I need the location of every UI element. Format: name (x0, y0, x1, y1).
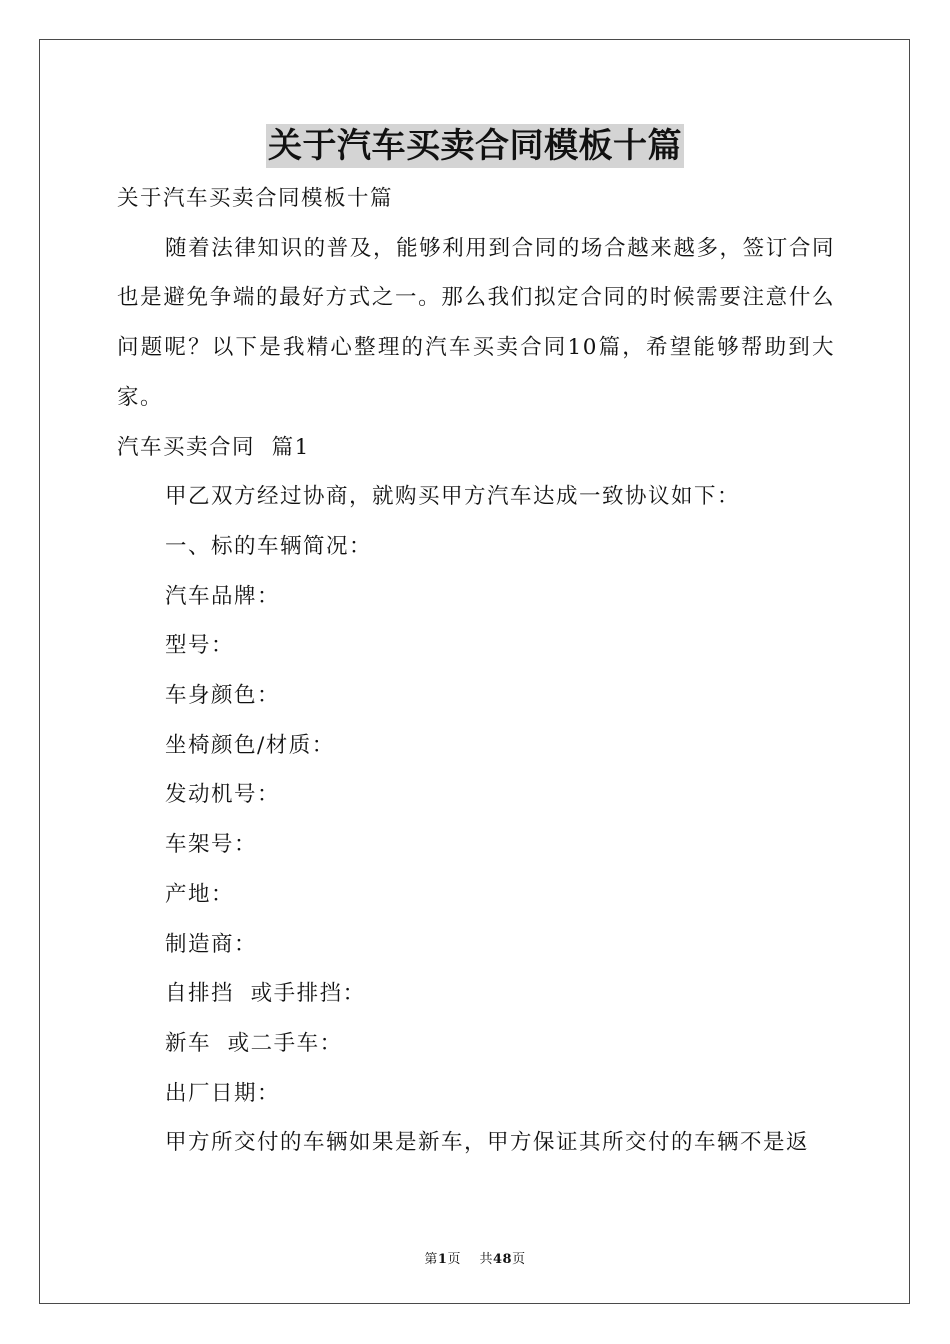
footer-total-suffix: 页 (512, 1252, 526, 1267)
body-line: 型号： (165, 633, 235, 659)
footer-page-suffix: 页 (447, 1252, 461, 1267)
body-line: 自排挡 或手排挡： (165, 981, 366, 1007)
body-line: 一、标的车辆简况： (165, 533, 373, 559)
document-title-container (0, 124, 950, 172)
body-line-continued: 甲方所交付的车辆如果是新车，甲方保证其所交付的车辆不是返 (165, 1130, 810, 1156)
body-line: 甲乙双方经过协商，就购买甲方汽车达成一致协议如下： (165, 484, 741, 510)
page-footer (0, 1248, 950, 1267)
intro-paragraph: 随着法律知识的普及，能够利用到合同的场合越来越多，签订合同也是避免争端的最好方式之一。那么我们拟定合同的时候需要注意什么问题呢？以下是我精心整理的汽车买卖合同10篇，希望能够帮助到大家。 (117, 235, 835, 410)
body-line: 出厂日期： (165, 1080, 281, 1106)
body-line: 汽车品牌： (165, 583, 281, 609)
footer-total-prefix: 共 (479, 1252, 493, 1267)
footer-page-number: 1 (437, 1252, 448, 1267)
body-line: 车架号： (165, 832, 258, 858)
body-line: 坐椅颜色/材质： (165, 732, 335, 758)
document-body (117, 174, 835, 1168)
body-line: 新车 或二手车： (165, 1030, 343, 1056)
document-subtitle: 关于汽车买卖合同模板十篇 (117, 186, 394, 211)
body-line: 发动机号： (165, 782, 281, 808)
body-line: 产地： (165, 881, 235, 907)
section-heading: 汽车买卖合同 篇1 (117, 434, 310, 460)
footer-total-pages: 48 (493, 1252, 513, 1267)
document-title: 关于汽车买卖合同模板十篇 (268, 126, 682, 166)
body-line: 制造商： (165, 931, 258, 957)
footer-page-prefix: 第 (424, 1252, 438, 1267)
body-line: 车身颜色： (165, 683, 281, 709)
